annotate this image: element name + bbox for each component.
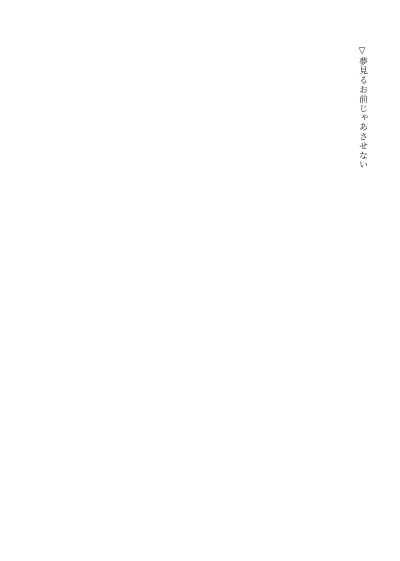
left-page-lower-text	[14, 258, 182, 450]
right-page-lower-text	[208, 258, 350, 450]
chapter-title: ▽夢見るお前じゃあさせない	[357, 46, 367, 170]
right-page-upper-text	[208, 46, 350, 242]
left-page-upper-text	[14, 46, 182, 242]
